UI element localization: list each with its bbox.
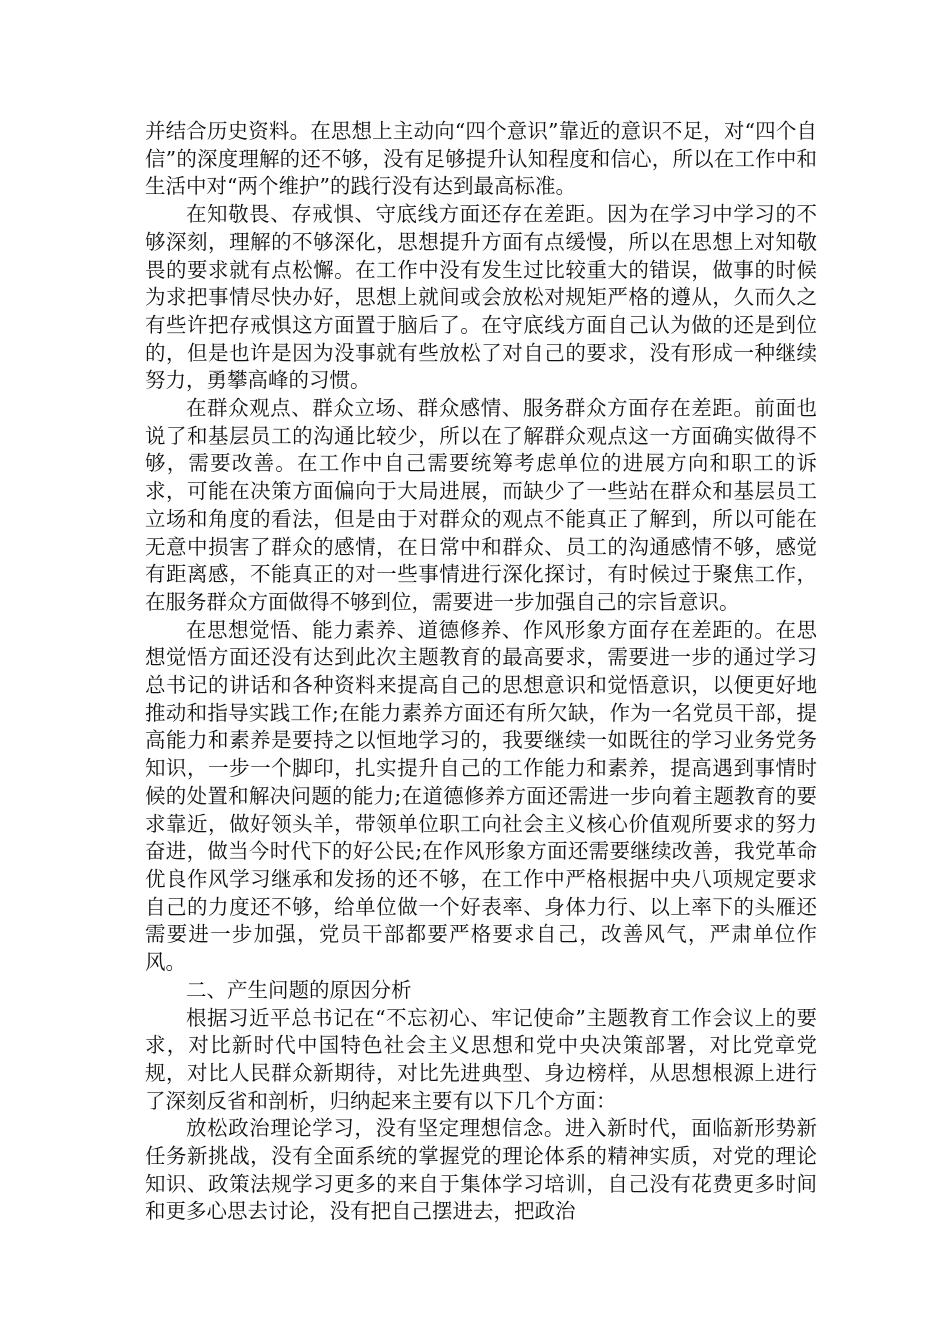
paragraph-ideology-and-ability: 在思想觉悟、能力素养、道德修养、作风形象方面存在差距的。在思想觉悟方面还没有达到此次主题教育的最高要求，需要进一步的通过学习总书记的讲话和各种资料来提高自己的思想意识和觉悟意识，以便更好地推动和指导实践工作;在能力素养方面还有所欠缺，作为一名党员干部，提高能力和素养是要持之以恒地学习的，我要继续一如既往的学习业务党务知识，一步一个脚印，扎实提升自己的工作能力和素养，提高遇到事情时候的处置和解决问题的能力;在道德修养方面还需进一步向着主题教育的要求靠近，做好领头羊，带领单位职工向社会主义核心价值观所要求的努力奋进，做当今时代下的好公民;在作风形象方面还需要继续改善，我党革命优良作风学习继承和发扬的还不够，在工作中严格根据中央八项规定要求自己的力度还不够，给单位做一个好表率、身体力行、以上率下的头雁还需要进一步加强，党员干部都要严格要求自己，改善风气，严肃单位作风。 [145, 617, 817, 975]
paragraph-awe-and-bottom-line: 在知敬畏、存戒惧、守底线方面还存在差距。因为在学习中学习的不够深刻，理解的不够深化，思想提升方面有点缓慢，所以在思想上对知敬畏的要求就有点松懈。在工作中没有发生过比较重大的错误，做事的时候为求把事情尽快办好，思想上就间或会放松对规矩严格的遵从，久而久之有些许把存戒惧这方面置于脑后了。在守底线方面自己认为做的还是到位的，但是也许是因为没事就有些放松了对自己的要求，没有形成一种继续努力，勇攀高峰的习惯。 [145, 202, 817, 393]
paragraph-continuation: 并结合历史资料。在思想上主动向“四个意识”靠近的意识不足，对“四个自信”的深度理解的还不够，没有足够提升认知程度和信心，所以在工作中和生活中对“两个维护”的践行没有达到最高标准。 [145, 119, 817, 199]
paragraph-political-theory: 放松政治理论学习，没有坚定理想信念。进入新时代，面临新形势新任务新挑战，没有全面系统的掌握党的理论体系的精神实质，对党的理论知识、政策法规学习更多的来自于集体学习培训，自己没有花费更多时间和更多心思去讨论，没有把自己摆进去，把政治 [145, 1116, 817, 1224]
section-heading-cause-analysis: 二、产生问题的原因分析 [186, 977, 412, 1002]
document-page [145, 118, 817, 1226]
paragraph-masses: 在群众观点、群众立场、群众感情、服务群众方面存在差距。前面也说了和基层员工的沟通比较少，所以在了解群众观点这一方面确实做得不够，需要改善。在工作中自己需要统筹考虑单位的进展方向和职工的诉求，可能在决策方面偏向于大局进展，而缺少了一些站在群众和基层员工立场和角度的看法，但是由于对群众的观点不能真正了解到，所以可能在无意中损害了群众的感情，在日常中和群众、员工的沟通感情不够，感觉有距离感，不能真正的对一些事情进行深化探讨，有时候过于聚焦工作，在服务群众方面做得不够到位，需要进一步加强自己的宗旨意识。 [145, 396, 817, 614]
paragraph-cause-intro: 根据习近平总书记在“不忘初心、牢记使命”主题教育工作会议上的要求，对比新时代中国特色社会主义思想和党中央决策部署，对比党章党规，对比人民群众新期待，对比先进典型、身边榜样，从思想根源上进行了深刻反省和剖析，归纳起来主要有以下几个方面： [145, 1005, 817, 1113]
